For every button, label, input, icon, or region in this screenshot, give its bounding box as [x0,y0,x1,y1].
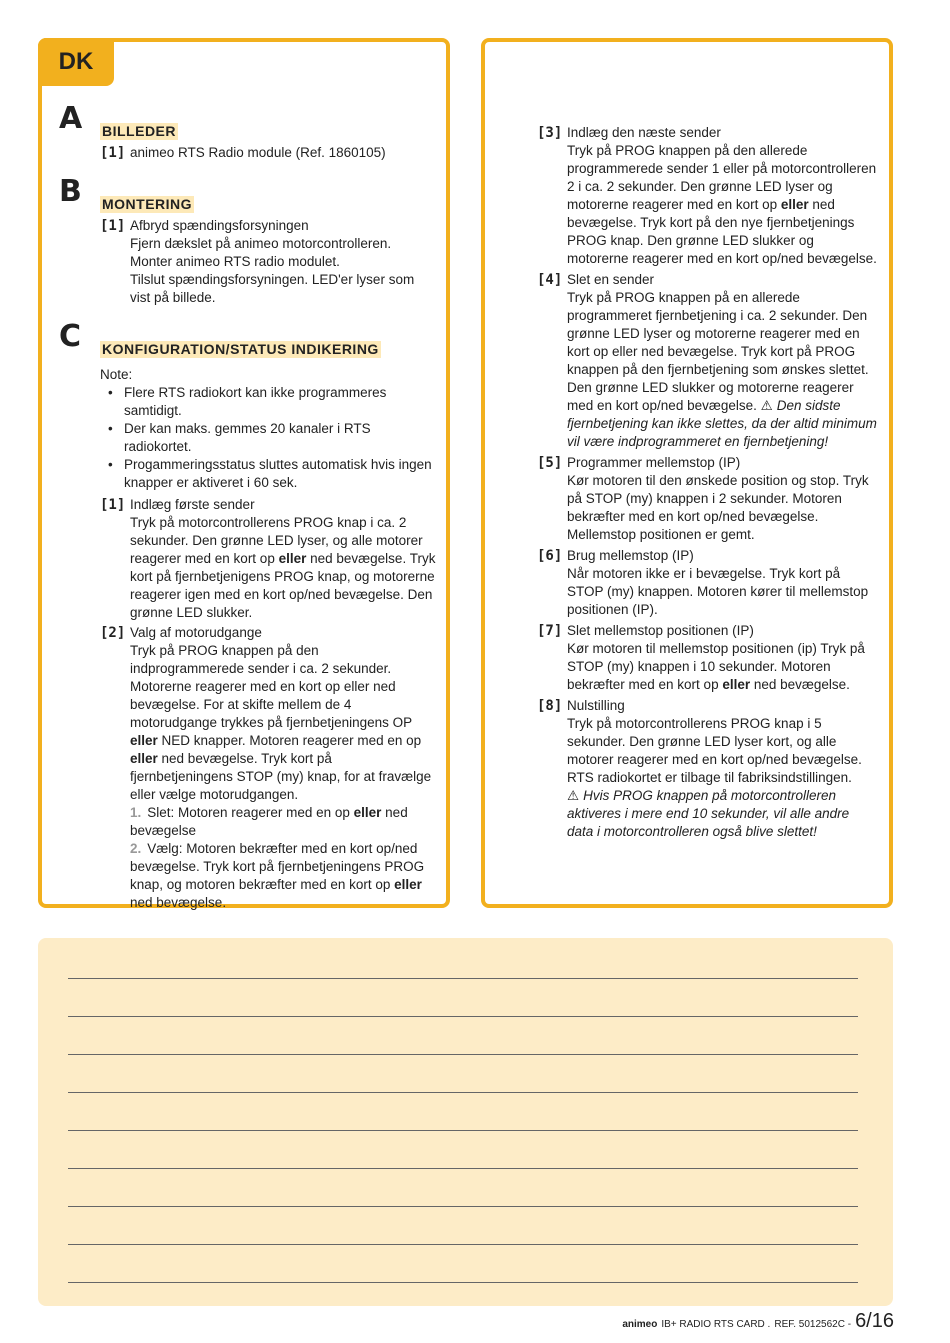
step [52,217,436,307]
notes-area [38,938,893,1306]
step-title: Valg af motorudgange [130,625,262,640]
step-body: Tryk på motorcontrollerens PROG knap i ca. 2 sekunder. Den grønne LED lyser, og alle motorer reagerer med en kort op eller ned bevægelse. Tryk kort på fjernbetjenigens PROG knap, og motorerne reagerer igen med en kort op/ned bevægelse. Den grønne LED slukker. [130,515,436,620]
section-letter: A [59,101,83,136]
step-line: Monter animeo RTS radio modulet. [130,254,340,269]
step-title: Slet mellemstop positionen (IP) [567,623,754,638]
footer-brand: animeo [622,1319,658,1330]
step-title: Slet en sender [567,272,655,287]
step-number: [7] [537,623,563,639]
section-b [52,174,436,307]
step-number: [1] [100,218,126,234]
language-tab: DK [38,38,114,86]
section-heading: BILLEDER [102,123,176,139]
step-number: [1] [100,145,126,161]
sub-step: 1. Slet: Motoren reagerer med en op eller ned bevægelse [130,805,408,838]
step-body: Tryk på PROG knappen på den allerede programmerede sender 1 eller på motorcontrolleren 2 i ca. 2 sekunder. Den grønne LED lyser og motorerne reagerer med en kort op eller ned bevægelse. Tryk kort på den nye fjernbetjenings PROG knap. Den grønne LED slukker og motorerne reagerer med en kort op/ned bevægelse. [567,143,877,266]
note-line [68,1092,858,1093]
step-line: Tilslut spændingsforsyningen. LED'er lyser som vist på billede. [130,272,415,305]
note-line [68,1244,858,1245]
step [52,144,436,162]
note-bullet: • Der kan maks. gemmes 20 kanaler i RTS radiokortet. [110,420,436,456]
note-line [68,1282,858,1283]
note-line [68,978,858,979]
step-body: Kør motoren til den ønskede position og stop. Tryk på STOP (my) knappen i 2 sekunder. Motoren bekræfter med en kort op/ned bevægelse. Mellemstop positionen er gemt. [567,473,869,542]
step-title: Programmer mellemstop (IP) [567,455,741,470]
note-bullet: • Flere RTS radiokort kan ikke programmeres samtidigt. [110,384,436,420]
note-list [52,384,436,492]
step-title: Brug mellemstop (IP) [567,548,694,563]
sub-step: 2. Vælg: Motoren bekræfter med en kort op/ned bevægelse. Tryk kort på fjernbetjeningens PROG knap, og motoren bekræfter med en kort op eller ned bevægelse. [130,841,425,910]
section-letter: C [59,319,82,354]
warning-note: ⚠ Hvis PROG knappen på motorcontrolleren aktiveres i mere end 10 sekunder, vil alle andre data i motorcontrolleren også blive slettet! [567,788,850,839]
step [495,697,879,841]
note-line [68,1054,858,1055]
step-body: Når motoren ikke er i bevægelse. Tryk kort på STOP (my) knappen. Motoren kører til mellemstop positionen (IP). [567,566,869,617]
right-steps [495,122,879,841]
step [495,124,879,268]
step-title: Afbryd spændingsforsyningen [130,218,309,233]
left-panel [38,38,450,908]
step [495,454,879,544]
section-c [52,319,436,912]
step-title: Indlæg første sender [130,497,255,512]
step-number: [5] [537,455,563,471]
section-letter: B [59,174,82,209]
section-heading: KONFIGURATION/STATUS INDIKERING [102,341,379,357]
step-number: [8] [537,698,563,714]
step-number: [6] [537,548,563,564]
step-body: Kør motoren til mellemstop positionen (ip) Tryk på STOP (my) knappen i 10 sekunder. Motoren bekræfter med en kort op eller ned bevægelse. [567,641,865,692]
step-number: [1] [100,497,126,513]
step [495,622,879,694]
step-text: animeo RTS Radio module (Ref. 1860105) [130,145,386,160]
step-line: Fjern dækslet på animeo motorcontrolleren. [130,236,392,251]
step [495,271,879,451]
section-heading: MONTERING [102,196,193,212]
note-bullet: • Progammeringsstatus sluttes automatisk hvis ingen knapper er aktiveret i 60 sek. [110,456,436,492]
note-line [68,1016,858,1017]
step-title: Nulstilling [567,698,625,713]
note-label: Note: [100,367,133,382]
step-number: [2] [100,625,126,641]
warning-icon: ⚠ [567,788,580,803]
note-line [68,1168,858,1169]
page-number: 6/16 [855,1310,894,1332]
section-a [52,101,436,162]
step [52,624,436,912]
page-footer [622,1312,894,1334]
step [52,496,436,622]
warning-icon: ⚠ [760,398,773,413]
step [495,547,879,619]
step-body: Tryk på PROG knappen på en allerede programmeret fjernbetjening i ca. 2 sekunder. Den grønne LED lyser og motorerne reagerer med en kort op eller ned bevægelse. Tryk kort på PROG knappen på den fjernbetjening som ønskes slettet. Den grønne LED slukker og motorerne reagerer med en kort op/ned bevægelse. ⚠ Den sidste fjernbetjening kan ikke slettes, da der altid minimum vil være indprogrammeret en fjernbetjening! [567,290,877,449]
step-number: [3] [537,125,563,141]
step-body: Tryk på motorcontrollerens PROG knap i 5 sekunder. Den grønne LED lyser kort, og alle motorer reagerer med en kort op/ned bevægelse. RTS radiokortet er tilbage til fabriksindstillingen. [567,716,862,785]
step-number: [4] [537,272,563,288]
step-body: Tryk på PROG knappen på den indprogrammerede sender i ca. 2 sekunder. Motorerne reagerer med en kort op eller ned bevægelse. For at skifte mellem de 4 motorudgange trykkes på fjernbetjeningens OP eller NED knapper. Motoren reagerer med en op eller ned bevægelse. Tryk kort på fjernbetjeningens STOP (my) knap, for at fravælge eller vælge motorudgangen. [130,643,432,802]
step-title: Indlæg den næste sender [567,125,721,140]
footer-ref: REF. 5012562C - [774,1319,852,1330]
note-line [68,1206,858,1207]
right-panel [481,38,893,908]
warning-note: ⚠ Den sidste fjernbetjening kan ikke slettes, da der altid minimum vil være indprogrammeret en fjernbetjening! [567,398,877,449]
note-line [68,1130,858,1131]
footer-product: IB+ RADIO RTS CARD . [661,1319,771,1330]
